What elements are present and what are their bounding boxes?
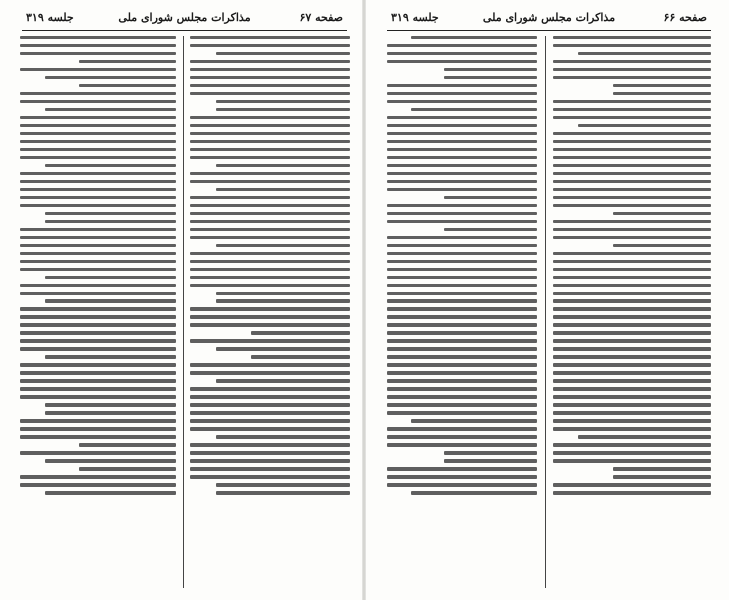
text-line bbox=[553, 459, 711, 462]
text-line bbox=[553, 395, 711, 398]
text-line bbox=[20, 140, 176, 143]
text-line bbox=[20, 260, 176, 263]
text-line bbox=[190, 156, 350, 159]
text-line bbox=[216, 108, 350, 111]
text-line bbox=[553, 228, 711, 231]
text-line bbox=[553, 315, 711, 318]
text-line bbox=[20, 180, 176, 183]
text-line bbox=[190, 363, 350, 366]
text-line bbox=[553, 371, 711, 374]
text-column bbox=[387, 36, 537, 588]
text-line bbox=[190, 220, 350, 223]
text-line bbox=[553, 268, 711, 271]
text-line bbox=[387, 363, 537, 366]
text-line bbox=[190, 204, 350, 207]
session-number: جلسه ۳۱۹ bbox=[26, 11, 74, 24]
text-line bbox=[190, 323, 350, 326]
text-line bbox=[553, 276, 711, 279]
text-line bbox=[387, 395, 537, 398]
text-line bbox=[387, 379, 537, 382]
text-line bbox=[20, 371, 176, 374]
text-line bbox=[190, 475, 350, 478]
session-number: جلسه ۳۱۹ bbox=[391, 11, 439, 24]
text-line bbox=[553, 443, 711, 446]
text-line bbox=[20, 124, 176, 127]
text-line bbox=[20, 483, 176, 486]
text-line bbox=[553, 292, 711, 295]
text-line bbox=[190, 339, 350, 342]
text-line bbox=[387, 355, 537, 358]
text-line bbox=[613, 84, 711, 87]
text-line bbox=[20, 363, 176, 366]
running-title: مذاکرات مجلس شورای ملی bbox=[118, 11, 251, 24]
text-line bbox=[190, 284, 350, 287]
text-line bbox=[387, 299, 537, 302]
text-line bbox=[190, 411, 350, 414]
text-line bbox=[387, 148, 537, 151]
text-line bbox=[387, 52, 537, 55]
text-line bbox=[190, 395, 350, 398]
text-line bbox=[578, 124, 711, 127]
text-line bbox=[20, 92, 176, 95]
text-line bbox=[387, 244, 537, 247]
text-line bbox=[190, 427, 350, 430]
text-line bbox=[45, 403, 176, 406]
text-line bbox=[20, 204, 176, 207]
text-line bbox=[613, 92, 711, 95]
text-line bbox=[20, 331, 176, 334]
text-line bbox=[45, 411, 176, 414]
text-line bbox=[387, 100, 537, 103]
text-line bbox=[251, 355, 350, 358]
text-line bbox=[45, 108, 176, 111]
text-line bbox=[553, 204, 711, 207]
text-line bbox=[20, 172, 176, 175]
text-line bbox=[387, 132, 537, 135]
text-column bbox=[20, 36, 176, 588]
text-line bbox=[190, 148, 350, 151]
text-line bbox=[553, 483, 711, 486]
text-line bbox=[190, 36, 350, 39]
text-line bbox=[387, 124, 537, 127]
text-line bbox=[79, 84, 176, 87]
text-line bbox=[216, 435, 350, 438]
text-line bbox=[190, 307, 350, 310]
text-line bbox=[190, 260, 350, 263]
text-line bbox=[444, 196, 537, 199]
text-line bbox=[553, 36, 711, 39]
text-line bbox=[20, 379, 176, 382]
text-line bbox=[553, 260, 711, 263]
text-line bbox=[411, 491, 537, 494]
text-line bbox=[387, 260, 537, 263]
text-line bbox=[216, 299, 350, 302]
text-line bbox=[216, 491, 350, 494]
text-line bbox=[553, 307, 711, 310]
text-line bbox=[444, 68, 537, 71]
text-line bbox=[578, 52, 711, 55]
text-line bbox=[216, 483, 350, 486]
text-line bbox=[190, 236, 350, 239]
text-line bbox=[387, 164, 537, 167]
text-line bbox=[20, 68, 176, 71]
text-line bbox=[387, 60, 537, 63]
text-line bbox=[553, 220, 711, 223]
text-line bbox=[387, 427, 537, 430]
text-line bbox=[20, 307, 176, 310]
text-line bbox=[553, 387, 711, 390]
text-line bbox=[553, 100, 711, 103]
text-line bbox=[387, 220, 537, 223]
text-line bbox=[411, 36, 537, 39]
text-line bbox=[411, 419, 537, 422]
text-line bbox=[387, 292, 537, 295]
text-line bbox=[190, 459, 350, 462]
text-line bbox=[387, 323, 537, 326]
text-line bbox=[387, 236, 537, 239]
text-line bbox=[190, 276, 350, 279]
text-line bbox=[387, 411, 537, 414]
text-line bbox=[553, 116, 711, 119]
text-line bbox=[553, 140, 711, 143]
text-line bbox=[387, 475, 537, 478]
text-line bbox=[20, 323, 176, 326]
text-line bbox=[553, 363, 711, 366]
text-line bbox=[553, 419, 711, 422]
text-line bbox=[190, 403, 350, 406]
text-line bbox=[20, 419, 176, 422]
text-line bbox=[387, 156, 537, 159]
text-line bbox=[190, 467, 350, 470]
text-line bbox=[444, 459, 537, 462]
running-title: مذاکرات مجلس شورای ملی bbox=[482, 11, 616, 24]
left-page-header bbox=[22, 8, 347, 31]
text-line bbox=[190, 172, 350, 175]
text-line bbox=[553, 339, 711, 342]
text-line bbox=[20, 475, 176, 478]
text-line bbox=[45, 355, 176, 358]
text-line bbox=[387, 339, 537, 342]
text-line bbox=[613, 467, 711, 470]
text-line bbox=[190, 116, 350, 119]
text-line bbox=[387, 371, 537, 374]
text-line bbox=[553, 172, 711, 175]
text-line bbox=[387, 315, 537, 318]
text-line bbox=[444, 228, 537, 231]
text-line bbox=[216, 164, 350, 167]
text-line bbox=[190, 124, 350, 127]
text-line bbox=[387, 331, 537, 334]
text-line bbox=[553, 299, 711, 302]
text-line bbox=[20, 36, 176, 39]
text-line bbox=[20, 451, 176, 454]
text-line bbox=[190, 252, 350, 255]
text-column bbox=[553, 36, 711, 588]
text-column bbox=[190, 36, 350, 588]
text-line bbox=[190, 451, 350, 454]
text-line bbox=[20, 435, 176, 438]
text-line bbox=[20, 244, 176, 247]
text-line bbox=[411, 108, 537, 111]
column-divider bbox=[183, 36, 184, 588]
text-line bbox=[553, 323, 711, 326]
text-line bbox=[20, 395, 176, 398]
text-line bbox=[387, 172, 537, 175]
text-line bbox=[20, 339, 176, 342]
text-line bbox=[190, 212, 350, 215]
text-line bbox=[553, 164, 711, 167]
text-line bbox=[216, 244, 350, 247]
text-line bbox=[553, 403, 711, 406]
text-line bbox=[45, 220, 176, 223]
text-line bbox=[387, 212, 537, 215]
text-line bbox=[553, 347, 711, 350]
text-line bbox=[20, 292, 176, 295]
text-line bbox=[20, 387, 176, 390]
text-line bbox=[45, 164, 176, 167]
text-line bbox=[387, 276, 537, 279]
text-line bbox=[387, 307, 537, 310]
right-page-header bbox=[387, 8, 711, 31]
text-line bbox=[553, 355, 711, 358]
text-line bbox=[20, 347, 176, 350]
text-line bbox=[553, 252, 711, 255]
text-line bbox=[553, 148, 711, 151]
text-line bbox=[553, 188, 711, 191]
text-line bbox=[20, 427, 176, 430]
text-line bbox=[20, 236, 176, 239]
text-line bbox=[20, 188, 176, 191]
text-line bbox=[190, 68, 350, 71]
text-line bbox=[20, 132, 176, 135]
text-line bbox=[190, 268, 350, 271]
text-line bbox=[20, 148, 176, 151]
text-line bbox=[553, 427, 711, 430]
text-line bbox=[387, 84, 537, 87]
text-line bbox=[216, 188, 350, 191]
text-line bbox=[553, 44, 711, 47]
text-line bbox=[190, 196, 350, 199]
text-line bbox=[613, 212, 711, 215]
text-line bbox=[79, 443, 176, 446]
text-line bbox=[190, 60, 350, 63]
text-line bbox=[553, 156, 711, 159]
text-line bbox=[553, 132, 711, 135]
text-line bbox=[387, 435, 537, 438]
text-line bbox=[387, 284, 537, 287]
text-line bbox=[387, 92, 537, 95]
text-line bbox=[553, 451, 711, 454]
text-line bbox=[387, 467, 537, 470]
text-line bbox=[387, 483, 537, 486]
text-line bbox=[20, 116, 176, 119]
text-line bbox=[553, 76, 711, 79]
text-line bbox=[216, 379, 350, 382]
text-line bbox=[190, 132, 350, 135]
text-line bbox=[553, 108, 711, 111]
text-line bbox=[553, 68, 711, 71]
text-line bbox=[553, 236, 711, 239]
text-line bbox=[553, 379, 711, 382]
text-line bbox=[20, 252, 176, 255]
text-line bbox=[553, 331, 711, 334]
text-line bbox=[216, 347, 350, 350]
text-line bbox=[45, 76, 176, 79]
text-line bbox=[251, 331, 350, 334]
text-line bbox=[553, 60, 711, 63]
text-line bbox=[216, 100, 350, 103]
text-line bbox=[45, 491, 176, 494]
text-line bbox=[20, 156, 176, 159]
text-line bbox=[20, 44, 176, 47]
text-line bbox=[553, 180, 711, 183]
text-line bbox=[79, 60, 176, 63]
text-line bbox=[553, 284, 711, 287]
text-line bbox=[387, 44, 537, 47]
text-line bbox=[45, 212, 176, 215]
text-line bbox=[20, 268, 176, 271]
text-line bbox=[190, 371, 350, 374]
page-number: صفحه ۶۷ bbox=[299, 11, 343, 24]
text-line bbox=[387, 188, 537, 191]
text-line bbox=[20, 196, 176, 199]
text-line bbox=[190, 180, 350, 183]
text-line bbox=[190, 84, 350, 87]
text-line bbox=[190, 443, 350, 446]
right-page bbox=[365, 0, 729, 600]
text-line bbox=[45, 299, 176, 302]
text-line bbox=[387, 347, 537, 350]
text-line bbox=[20, 52, 176, 55]
text-line bbox=[20, 315, 176, 318]
text-line bbox=[613, 244, 711, 247]
text-line bbox=[553, 196, 711, 199]
text-line bbox=[20, 100, 176, 103]
text-line bbox=[190, 44, 350, 47]
text-line bbox=[45, 276, 176, 279]
text-line bbox=[444, 451, 537, 454]
text-line bbox=[387, 140, 537, 143]
text-line bbox=[216, 52, 350, 55]
text-line bbox=[387, 268, 537, 271]
text-line bbox=[387, 116, 537, 119]
text-line bbox=[190, 315, 350, 318]
text-line bbox=[20, 228, 176, 231]
text-line bbox=[387, 180, 537, 183]
text-line bbox=[190, 387, 350, 390]
text-line bbox=[190, 419, 350, 422]
text-line bbox=[190, 228, 350, 231]
text-line bbox=[79, 467, 176, 470]
column-divider bbox=[545, 36, 546, 588]
text-line bbox=[387, 252, 537, 255]
text-line bbox=[387, 204, 537, 207]
text-line bbox=[190, 76, 350, 79]
text-line bbox=[613, 475, 711, 478]
text-line bbox=[387, 387, 537, 390]
text-line bbox=[190, 92, 350, 95]
text-line bbox=[578, 435, 711, 438]
page-number: صفحه ۶۶ bbox=[663, 11, 707, 24]
text-line bbox=[216, 292, 350, 295]
text-line bbox=[444, 76, 537, 79]
text-line bbox=[387, 443, 537, 446]
text-line bbox=[20, 284, 176, 287]
text-line bbox=[45, 459, 176, 462]
text-line bbox=[190, 140, 350, 143]
text-line bbox=[387, 403, 537, 406]
text-line bbox=[553, 411, 711, 414]
text-line bbox=[553, 491, 711, 494]
